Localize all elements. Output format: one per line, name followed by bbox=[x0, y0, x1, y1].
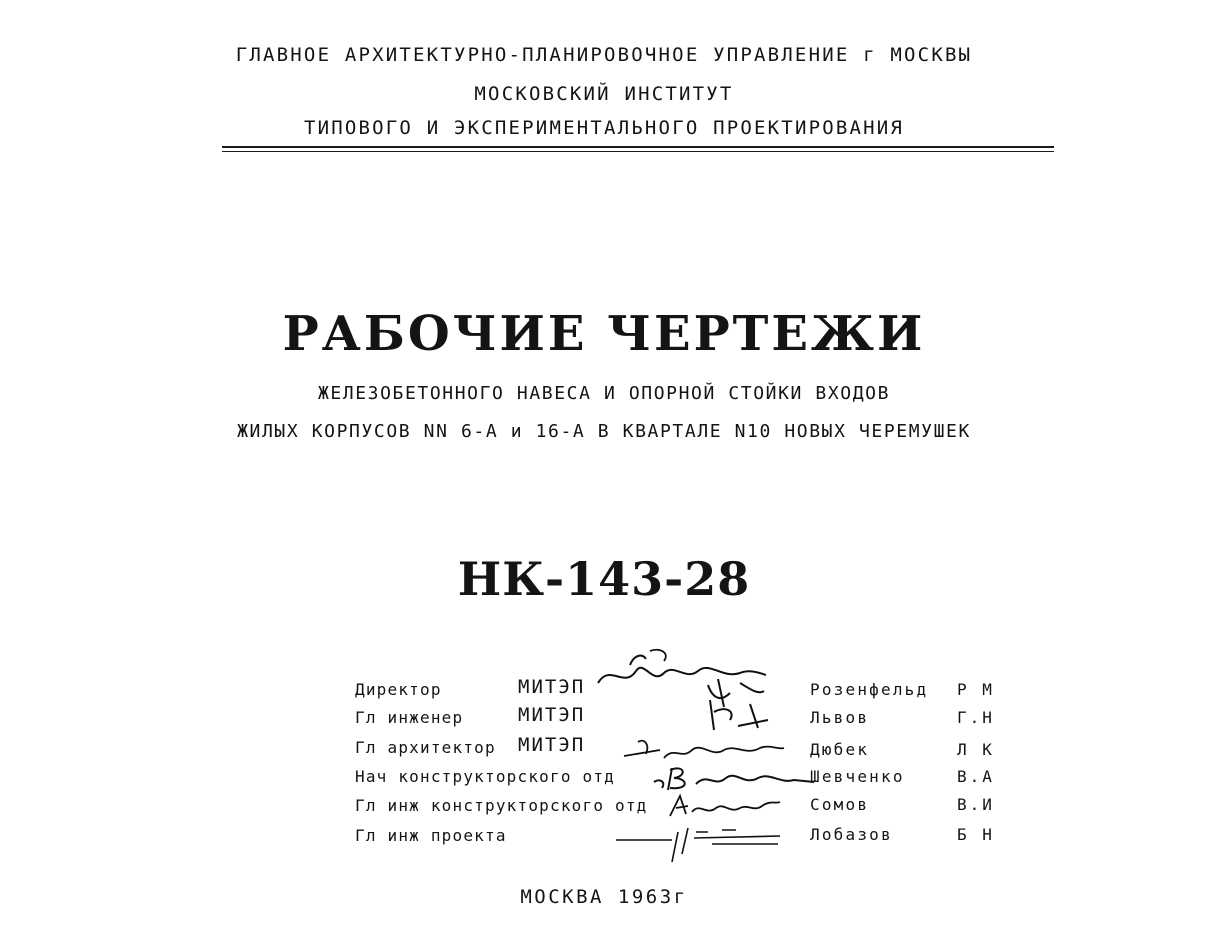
signature-org: МИТЭП bbox=[518, 734, 586, 756]
signature-role: Гл инж проекта bbox=[355, 826, 507, 845]
signature-role: Гл архитектор bbox=[355, 738, 496, 757]
header-rule-top bbox=[222, 146, 1054, 148]
document-subtitle-line-1: ЖЕЛЕЗОБЕТОННОГО НАВЕСА И ОПОРНОЙ СТОЙКИ ВХОДОВ bbox=[317, 383, 891, 404]
signature-initials: В.А bbox=[957, 767, 995, 786]
document-title: РАБОЧИЕ ЧЕРТЕЖИ bbox=[282, 306, 926, 362]
handwritten-signature-chief-project-engineer bbox=[612, 818, 787, 866]
signature-initials: В.И bbox=[957, 795, 995, 814]
signature-role: Директор bbox=[355, 680, 442, 699]
signature-org: МИТЭП bbox=[518, 676, 586, 698]
document-subtitle-line-2: ЖИЛЫХ КОРПУСОВ NN 6-А и 16-А В КВАРТАЛЕ N10 НОВЫХ ЧЕРЕМУШЕК bbox=[237, 421, 971, 442]
signature-role: Гл инженер bbox=[355, 708, 464, 727]
signature-role: Нач конструкторского отд bbox=[355, 767, 615, 786]
signature-name: Розенфельд bbox=[810, 680, 929, 699]
signature-name: Сомов bbox=[810, 795, 870, 814]
signature-name: Лобазов bbox=[810, 825, 893, 844]
signature-initials: Г.Н bbox=[957, 708, 995, 727]
organization-line-2: МОСКОВСКИЙ ИНСТИТУТ bbox=[474, 83, 734, 105]
signature-initials: Р М bbox=[957, 680, 995, 699]
signature-name: Дюбек bbox=[810, 740, 870, 759]
organization-line-3: ТИПОВОГО И ЭКСПЕРИМЕНТАЛЬНОГО ПРОЕКТИРОВАНИЯ bbox=[303, 117, 905, 139]
organization-line-1: ГЛАВНОЕ АРХИТЕКТУРНО-ПЛАНИРОВОЧНОЕ УПРАВЛЕНИЕ г МОСКВЫ bbox=[235, 44, 973, 66]
document-code: НК-143-28 bbox=[457, 552, 751, 606]
signature-initials: Л К bbox=[957, 740, 995, 759]
handwritten-signature-chief-engineer bbox=[690, 696, 780, 736]
header-rule-bottom bbox=[222, 151, 1054, 152]
signature-name: Львов bbox=[810, 708, 870, 727]
place-and-year: МОСКВА 1963г bbox=[520, 886, 688, 908]
signature-initials: Б Н bbox=[957, 825, 995, 844]
signature-name: Шевченко bbox=[810, 767, 905, 786]
signature-role: Гл инж конструкторского отд bbox=[355, 796, 648, 815]
signature-org: МИТЭП bbox=[518, 704, 586, 726]
